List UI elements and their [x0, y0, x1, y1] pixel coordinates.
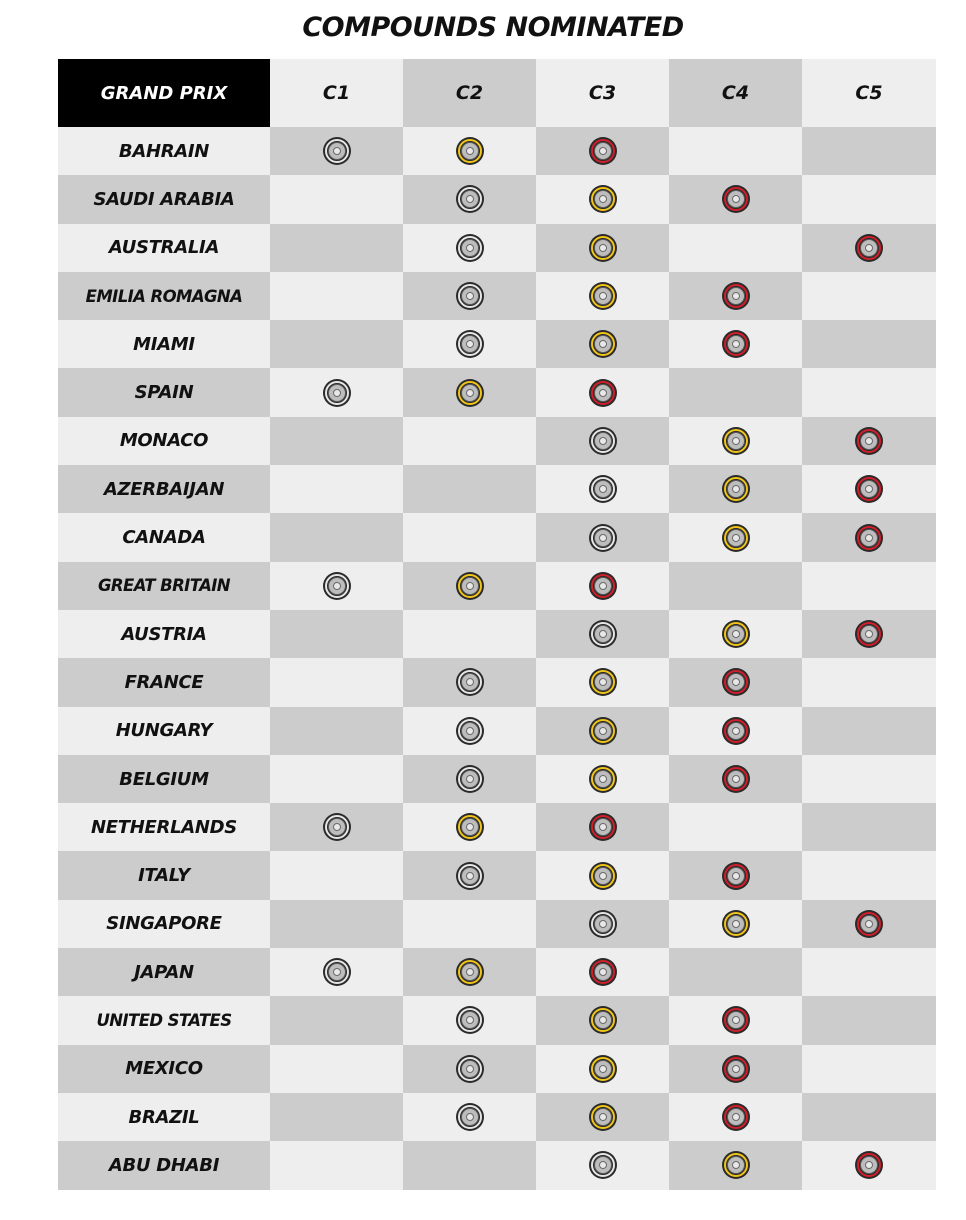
compound-cell-c4 [669, 900, 802, 948]
compound-cell-c5 [802, 851, 936, 899]
compound-cell-c1 [270, 224, 403, 272]
compound-cell-c1 [270, 417, 403, 465]
hard-tyre-icon [588, 474, 618, 504]
soft-tyre-icon [721, 1054, 751, 1084]
compound-cell-c2 [403, 465, 536, 513]
compound-cell-c1 [270, 900, 403, 948]
compound-cell-c5 [802, 996, 936, 1044]
compound-cell-c2 [403, 175, 536, 223]
hard-tyre-icon [588, 426, 618, 456]
compound-cell-c5 [802, 900, 936, 948]
hard-tyre-icon [455, 861, 485, 891]
hard-tyre-icon [588, 1150, 618, 1180]
hard-tyre-icon [322, 957, 352, 987]
compound-cell-c3 [536, 272, 669, 320]
compound-cell-c4 [669, 368, 802, 416]
grand-prix-name-saudi-arabia: SAUDI ARABIA [58, 175, 270, 223]
compound-cell-c2 [403, 755, 536, 803]
compound-cell-c1 [270, 755, 403, 803]
table-row [58, 175, 936, 223]
compound-cell-c2 [403, 900, 536, 948]
grand-prix-name-bahrain: BAHRAIN [58, 127, 270, 175]
compound-cell-c1 [270, 368, 403, 416]
grand-prix-name-australia: AUSTRALIA [58, 224, 270, 272]
compound-cell-c2 [403, 224, 536, 272]
compound-cell-c1 [270, 851, 403, 899]
hard-tyre-icon [455, 667, 485, 697]
compound-cell-c4 [669, 320, 802, 368]
compound-cell-c5 [802, 707, 936, 755]
compound-cell-c4 [669, 562, 802, 610]
medium-tyre-icon [588, 667, 618, 697]
grand-prix-name-italy: ITALY [58, 851, 270, 899]
table-row [58, 272, 936, 320]
compound-cell-c3 [536, 755, 669, 803]
hard-tyre-icon [455, 281, 485, 311]
soft-tyre-icon [854, 619, 884, 649]
compound-cell-c2 [403, 658, 536, 706]
compound-cell-c1 [270, 465, 403, 513]
header-c3: C3 [536, 59, 669, 127]
compound-cell-c2 [403, 707, 536, 755]
compound-cell-c4 [669, 658, 802, 706]
compound-cell-c2 [403, 1045, 536, 1093]
medium-tyre-icon [721, 523, 751, 553]
soft-tyre-icon [854, 1150, 884, 1180]
medium-tyre-icon [588, 281, 618, 311]
header-c4: C4 [669, 59, 802, 127]
soft-tyre-icon [588, 571, 618, 601]
compound-cell-c5 [802, 417, 936, 465]
compound-cell-c4 [669, 272, 802, 320]
table-row [58, 224, 936, 272]
compound-cell-c3 [536, 658, 669, 706]
compound-cell-c3 [536, 513, 669, 561]
compound-cell-c1 [270, 1141, 403, 1189]
grand-prix-name-united-states: UNITED STATES [58, 996, 270, 1044]
grand-prix-name-france: FRANCE [58, 658, 270, 706]
compound-cell-c5 [802, 513, 936, 561]
compound-cell-c2 [403, 417, 536, 465]
hard-tyre-icon [455, 233, 485, 263]
compound-cell-c4 [669, 175, 802, 223]
compound-cell-c2 [403, 513, 536, 561]
compound-cell-c2 [403, 320, 536, 368]
grand-prix-name-netherlands: NETHERLANDS [58, 803, 270, 851]
compound-cell-c5 [802, 368, 936, 416]
soft-tyre-icon [721, 861, 751, 891]
compound-cell-c3 [536, 320, 669, 368]
grand-prix-name-canada: CANADA [58, 513, 270, 561]
compound-cell-c5 [802, 465, 936, 513]
compound-cell-c3 [536, 417, 669, 465]
compound-cell-c5 [802, 175, 936, 223]
compound-cell-c5 [802, 803, 936, 851]
table-body [58, 127, 936, 1190]
grand-prix-name-emilia-romagna: EMILIA ROMAGNA [58, 272, 270, 320]
hard-tyre-icon [455, 716, 485, 746]
compound-cell-c3 [536, 224, 669, 272]
medium-tyre-icon [588, 764, 618, 794]
soft-tyre-icon [854, 474, 884, 504]
hard-tyre-icon [322, 812, 352, 842]
hard-tyre-icon [455, 329, 485, 359]
grand-prix-name-austria: AUSTRIA [58, 610, 270, 658]
soft-tyre-icon [588, 957, 618, 987]
compound-cell-c5 [802, 320, 936, 368]
medium-tyre-icon [455, 136, 485, 166]
hard-tyre-icon [455, 1005, 485, 1035]
soft-tyre-icon [854, 233, 884, 263]
compound-cell-c2 [403, 1093, 536, 1141]
medium-tyre-icon [721, 474, 751, 504]
compound-cell-c5 [802, 224, 936, 272]
hard-tyre-icon [455, 1102, 485, 1132]
grand-prix-name-miami: MIAMI [58, 320, 270, 368]
compound-cell-c3 [536, 1093, 669, 1141]
compound-cell-c2 [403, 996, 536, 1044]
table-row [58, 417, 936, 465]
compound-cell-c5 [802, 127, 936, 175]
compound-cell-c3 [536, 127, 669, 175]
compound-cell-c4 [669, 1045, 802, 1093]
medium-tyre-icon [588, 329, 618, 359]
compound-cell-c4 [669, 513, 802, 561]
medium-tyre-icon [455, 378, 485, 408]
compound-cell-c5 [802, 610, 936, 658]
page-title: COMPOUNDS NOMINATED [302, 12, 684, 43]
compound-cell-c5 [802, 1045, 936, 1093]
soft-tyre-icon [721, 667, 751, 697]
compound-cell-c2 [403, 368, 536, 416]
soft-tyre-icon [854, 523, 884, 553]
table-row [58, 513, 936, 561]
compound-cell-c4 [669, 417, 802, 465]
soft-tyre-icon [588, 136, 618, 166]
header-grand-prix: GRAND PRIX [58, 59, 270, 127]
compound-cell-c3 [536, 948, 669, 996]
soft-tyre-icon [721, 1102, 751, 1132]
medium-tyre-icon [455, 812, 485, 842]
compound-cell-c4 [669, 755, 802, 803]
medium-tyre-icon [455, 957, 485, 987]
grand-prix-name-hungary: HUNGARY [58, 707, 270, 755]
header-row [58, 59, 936, 127]
hard-tyre-icon [455, 764, 485, 794]
compound-cell-c4 [669, 803, 802, 851]
compound-cell-c1 [270, 803, 403, 851]
compound-cell-c2 [403, 127, 536, 175]
table-row [58, 658, 936, 706]
table-row [58, 851, 936, 899]
grand-prix-name-azerbaijan: AZERBAIJAN [58, 465, 270, 513]
soft-tyre-icon [588, 378, 618, 408]
hard-tyre-icon [455, 1054, 485, 1084]
compound-cell-c5 [802, 1141, 936, 1189]
soft-tyre-icon [721, 184, 751, 214]
compound-cell-c2 [403, 948, 536, 996]
compound-cell-c3 [536, 996, 669, 1044]
soft-tyre-icon [721, 329, 751, 359]
compound-cell-c3 [536, 803, 669, 851]
table-row [58, 465, 936, 513]
compound-cell-c2 [403, 803, 536, 851]
compound-cell-c4 [669, 707, 802, 755]
compound-cell-c5 [802, 272, 936, 320]
compound-cell-c5 [802, 658, 936, 706]
soft-tyre-icon [721, 764, 751, 794]
compound-cell-c4 [669, 127, 802, 175]
compound-cell-c1 [270, 1045, 403, 1093]
compound-cell-c1 [270, 658, 403, 706]
compound-cell-c3 [536, 465, 669, 513]
medium-tyre-icon [588, 233, 618, 263]
medium-tyre-icon [588, 861, 618, 891]
compound-cell-c1 [270, 513, 403, 561]
hard-tyre-icon [588, 909, 618, 939]
compound-cell-c3 [536, 175, 669, 223]
header-c5: C5 [802, 59, 936, 127]
soft-tyre-icon [588, 812, 618, 842]
compound-cell-c1 [270, 707, 403, 755]
hard-tyre-icon [588, 523, 618, 553]
grand-prix-name-belgium: BELGIUM [58, 755, 270, 803]
medium-tyre-icon [721, 426, 751, 456]
medium-tyre-icon [588, 1102, 618, 1132]
table-row [58, 948, 936, 996]
compound-cell-c3 [536, 368, 669, 416]
compound-cell-c1 [270, 175, 403, 223]
grand-prix-name-spain: SPAIN [58, 368, 270, 416]
compound-cell-c1 [270, 610, 403, 658]
compound-cell-c1 [270, 272, 403, 320]
compound-cell-c3 [536, 707, 669, 755]
soft-tyre-icon [721, 716, 751, 746]
compound-cell-c5 [802, 562, 936, 610]
hard-tyre-icon [455, 184, 485, 214]
compound-cell-c1 [270, 1093, 403, 1141]
soft-tyre-icon [854, 909, 884, 939]
soft-tyre-icon [721, 281, 751, 311]
grand-prix-name-brazil: BRAZIL [58, 1093, 270, 1141]
compound-cell-c4 [669, 1093, 802, 1141]
medium-tyre-icon [588, 184, 618, 214]
compounds-table [58, 59, 936, 1190]
hard-tyre-icon [322, 571, 352, 601]
compound-cell-c1 [270, 996, 403, 1044]
compound-cell-c1 [270, 562, 403, 610]
compound-cell-c2 [403, 851, 536, 899]
table-row [58, 803, 936, 851]
grand-prix-name-monaco: MONACO [58, 417, 270, 465]
hard-tyre-icon [322, 378, 352, 408]
compound-cell-c4 [669, 948, 802, 996]
medium-tyre-icon [721, 1150, 751, 1180]
compound-cell-c2 [403, 610, 536, 658]
compound-cell-c5 [802, 948, 936, 996]
table-row [58, 707, 936, 755]
grand-prix-name-mexico: MEXICO [58, 1045, 270, 1093]
medium-tyre-icon [721, 909, 751, 939]
compound-cell-c4 [669, 610, 802, 658]
compound-cell-c4 [669, 465, 802, 513]
hard-tyre-icon [322, 136, 352, 166]
grand-prix-name-japan: JAPAN [58, 948, 270, 996]
soft-tyre-icon [854, 426, 884, 456]
compound-cell-c1 [270, 127, 403, 175]
compound-cell-c3 [536, 1141, 669, 1189]
compound-cell-c5 [802, 1093, 936, 1141]
compound-cell-c2 [403, 562, 536, 610]
table-row [58, 127, 936, 175]
medium-tyre-icon [721, 619, 751, 649]
compound-cell-c3 [536, 610, 669, 658]
compound-cell-c5 [802, 755, 936, 803]
medium-tyre-icon [455, 571, 485, 601]
table-row [58, 996, 936, 1044]
grand-prix-name-singapore: SINGAPORE [58, 900, 270, 948]
grand-prix-name-abu-dhabi: ABU DHABI [58, 1141, 270, 1189]
compound-cell-c3 [536, 900, 669, 948]
table-row [58, 1093, 936, 1141]
medium-tyre-icon [588, 716, 618, 746]
table-row [58, 562, 936, 610]
table-row [58, 900, 936, 948]
compound-cell-c4 [669, 996, 802, 1044]
compound-cell-c2 [403, 272, 536, 320]
table-row [58, 368, 936, 416]
table-row [58, 1141, 936, 1189]
table-row [58, 320, 936, 368]
hard-tyre-icon [588, 619, 618, 649]
soft-tyre-icon [721, 1005, 751, 1035]
compound-cell-c3 [536, 851, 669, 899]
medium-tyre-icon [588, 1054, 618, 1084]
compound-cell-c3 [536, 1045, 669, 1093]
table-row [58, 1045, 936, 1093]
compound-cell-c1 [270, 320, 403, 368]
compound-cell-c4 [669, 1141, 802, 1189]
compound-cell-c3 [536, 562, 669, 610]
compound-cell-c4 [669, 851, 802, 899]
grand-prix-name-great-britain: GREAT BRITAIN [58, 562, 270, 610]
header-c2: C2 [403, 59, 536, 127]
medium-tyre-icon [588, 1005, 618, 1035]
header-c1: C1 [270, 59, 403, 127]
table-row [58, 755, 936, 803]
compound-cell-c1 [270, 948, 403, 996]
compound-cell-c4 [669, 224, 802, 272]
compound-cell-c2 [403, 1141, 536, 1189]
table-row [58, 610, 936, 658]
